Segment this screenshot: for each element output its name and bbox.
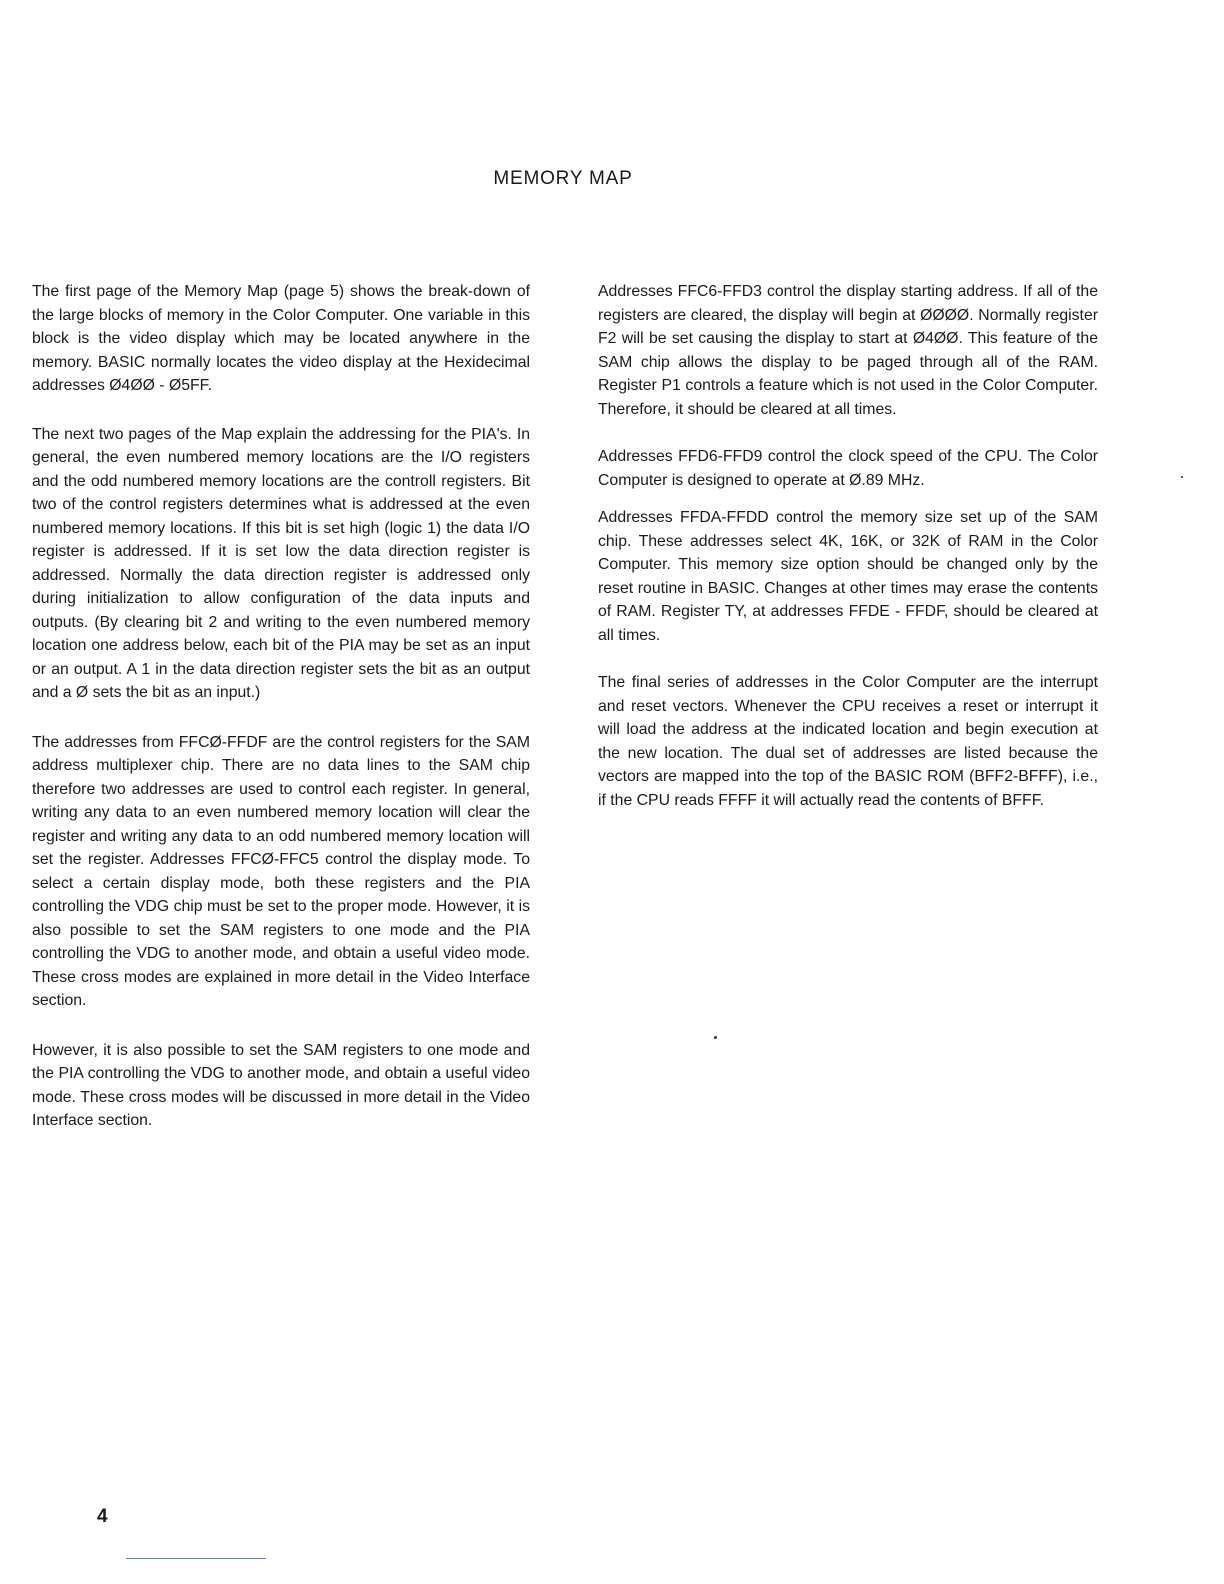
paragraph-cross-modes: However, it is also possible to set the SAM registers to one mode and the PIA controlling the VDG to another mode, and obtain a useful video mode. These cross modes will be discussed in more detail in the Video Interface section. xyxy=(32,1041,530,1129)
left-column xyxy=(32,280,530,1156)
paragraph-pia-addressing: The next two pages of the Map explain the addressing for the PIA's. In general, the even numbered memory locations are the I/O registers and the odd numbered memory locations are the controll registers. Bit two of the control registers determines what is addressed at the even numbered memory locations. If this bit is set high (logic 1) the data I/O register is addressed. If it is set low the data direction register is addressed. Normally the data direction register is addressed only during initialization to allow configuration of the data inputs and outputs. (By clearing bit 2 and writing to the even numbered memory location one address below, each bit of the PIA may be set as an input or an output. A 1 in the data direction register sets the bit as an output and a Ø sets the bit as an input.) xyxy=(32,425,530,701)
right-column xyxy=(598,280,1098,835)
paragraph-memory-blocks: The first page of the Memory Map (page 5) shows the break-down of the large blocks of memory in the Color Computer. One variable in this block is the video display which may be located anywhere in the memory. BASIC normally locates the video display at the Hexidecimal addresses Ø4ØØ - Ø5FF. xyxy=(32,283,530,394)
scan-speck xyxy=(714,1036,717,1039)
paragraph-clock-speed: Addresses FFD6-FFD9 control the clock speed of the CPU. The Color Computer is designed to operate at Ø.89 MHz. xyxy=(598,448,1098,489)
page-title: MEMORY MAP xyxy=(493,168,633,189)
paragraph-display-start-address: Addresses FFC6-FFD3 control the display starting address. If all of the registers are cleared, the display will begin at ØØØØ. Normally register F2 will be set causing the display to start at Ø4ØØ. This feature of the SAM chip allows the display to be paged through all of the RAM. Register P1 controls a feature which is not used in the Color Computer. Therefore, it should be cleared at all times. xyxy=(598,283,1098,418)
scan-speck xyxy=(1181,476,1183,478)
page-number: 4 xyxy=(97,1506,108,1527)
paragraph-sam-control-registers: The addresses from FFCØ-FFDF are the control registers for the SAM address multiplexer chip. There are no data lines to the SAM chip therefore two addresses are used to control each register. In general, writing any data to an even numbered memory location will clear the register and writing any data to an odd numbered memory location will set the register. Addresses FFCØ-FFC5 control the display mode. To select a certain display mode, both these registers and the PIA controlling the VDG chip must be set to the proper mode. However, it is also possible to set the SAM registers to one mode and the PIA controlling the VDG to another mode, and obtain a useful video mode. These cross modes are explained in more detail in the Video Interface section. xyxy=(32,733,530,1009)
footer-rule xyxy=(126,1558,266,1559)
paragraph-memory-size: Addresses FFDA-FFDD control the memory size set up of the SAM chip. These addresses select 4K, 16K, or 32K of RAM in the Color Computer. This memory size option should be changed only by the reset routine in BASIC. Changes at other times may erase the contents of RAM. Register TY, at addresses FFDE - FFDF, should be cleared at all times. xyxy=(598,509,1098,644)
paragraph-interrupt-vectors: The final series of addresses in the Color Computer are the interrupt and reset vectors. Whenever the CPU receives a reset or interrupt it will load the address at the indicated location and begin execution at the new location. The dual set of addresses are listed because the vectors are mapped into the top of the BASIC ROM (BFF2-BFFF), i.e., if the CPU reads FFFF it will actually read the contents of BFFF. xyxy=(598,674,1098,809)
